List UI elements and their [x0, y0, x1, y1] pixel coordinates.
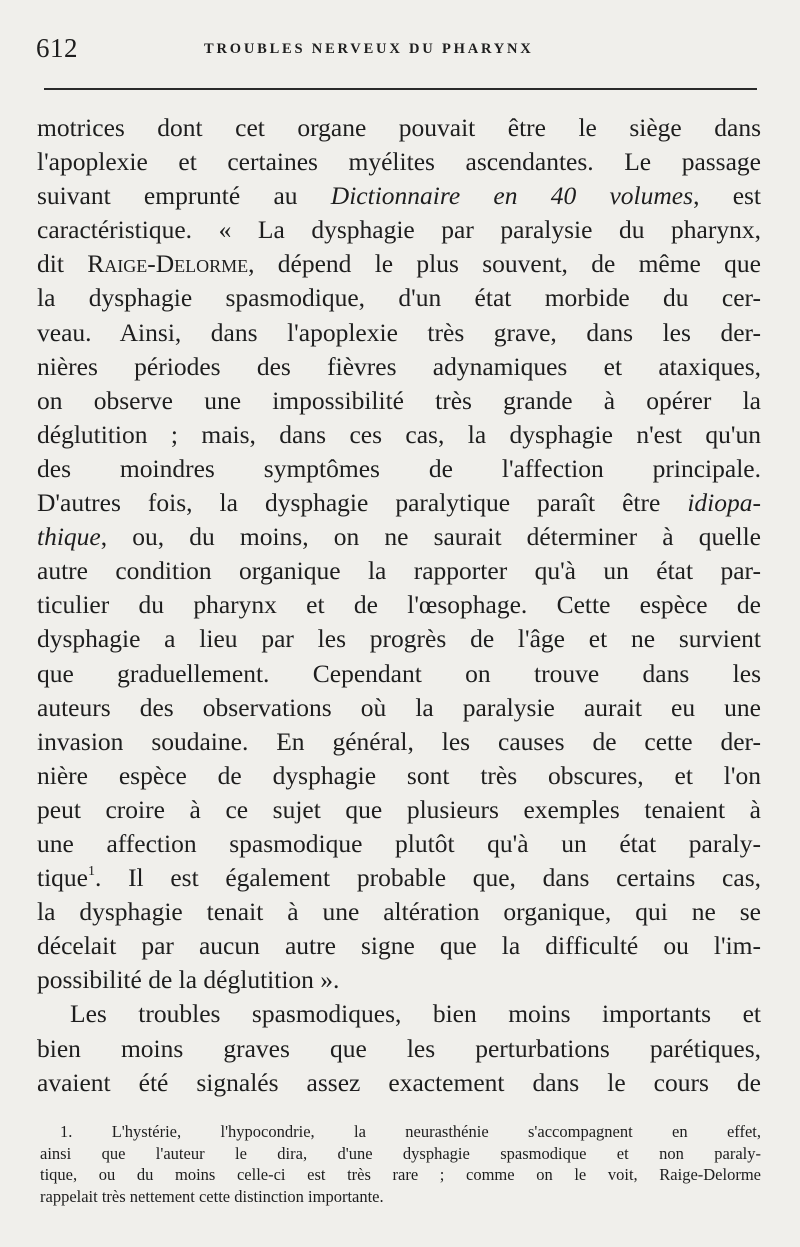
text-line: l'apoplexie et certaines myélites ascendantes. Le passage [37, 147, 761, 177]
text-line: la dysphagie spasmodique, d'un état morbide du cer- [37, 283, 761, 313]
text-line: Les troubles spasmodiques, bien moins importants et [70, 999, 761, 1029]
text-line: auteurs des observations où la paralysie aurait eu une [37, 692, 761, 722]
text-line: on observe une impossibilité très grande à opérer la [37, 385, 761, 415]
text-line: invasion soudaine. En général, les causes de cette der- [37, 726, 761, 756]
text-segment: . Il est également probable que, dans certains cas, [95, 863, 761, 893]
text-segment: D'autres fois, la dysphagie paralytique paraît être [37, 488, 688, 518]
text-line: possibilité de la déglutition ». [37, 965, 340, 995]
text-line [37, 520, 761, 554]
text-segment: , ou, du moins, on ne saurait déterminer à quelle [100, 522, 761, 552]
text-line: nières périodes des fièvres adynamiques et ataxiques, [37, 351, 761, 381]
text-line: une affection spasmodique plutôt qu'à un état paraly- [37, 828, 761, 858]
page-header [36, 33, 758, 73]
footnotes [40, 1121, 761, 1207]
text-segment: , est [693, 181, 762, 211]
text-line [37, 247, 761, 281]
text-line: avaient été signalés assez exactement dans le cours de [37, 1067, 761, 1097]
text-line: la dysphagie tenait à une altération organique, qui ne se [37, 897, 761, 927]
text-line: ticulier du pharynx et de l'œsophage. Cette espèce de [37, 590, 761, 620]
text-line: déglutition ; mais, dans ces cas, la dysphagie n'est qu'un [37, 419, 761, 449]
italic-word: thique [37, 522, 101, 552]
text-line: bien moins graves que les perturbations parétiques, [37, 1033, 761, 1063]
text-line [37, 486, 761, 520]
text-segment: suivant emprunté au [37, 181, 331, 211]
footnote-marker: 1 [88, 863, 95, 879]
running-title: TROUBLES NERVEUX DU PHARYNX [204, 41, 534, 57]
text-segment: dit [37, 249, 88, 279]
italic-word: idiopa- [687, 488, 761, 518]
text-line: caractéristique. « La dysphagie par paralysie du pharynx, [37, 215, 761, 245]
footnote-line: tique, ou du moins celle-ci est très rare ; comme on le voit, Raige-Delorme [40, 1165, 761, 1184]
text-segment: , dépend le plus souvent, de même que [248, 249, 761, 279]
text-line: que graduellement. Cependant on trouve dans les [37, 658, 761, 688]
footnote-line: ainsi que l'auteur le dira, d'une dysphagie spasmodique et non paraly- [40, 1143, 761, 1163]
author-name: Raige-Delorme [87, 249, 249, 279]
text-line [37, 861, 761, 895]
text-line: motrices dont cet organe pouvait être le siège dans [37, 113, 761, 142]
text-line: nière espèce de dysphagie sont très obscures, et l'on [37, 760, 761, 790]
text-segment: tique [37, 863, 88, 893]
text-line [37, 179, 761, 213]
text-line: dysphagie a lieu par les progrès de l'âge et ne survient [37, 624, 761, 654]
text-line: peut croire à ce sujet que plusieurs exemples tenaient à [37, 794, 761, 824]
footnote-line: rappelait très nettement cette distinction importante. [40, 1186, 384, 1206]
body-text [37, 111, 761, 1100]
header-rule [44, 88, 757, 90]
text-line: autre condition organique la rapporter qu'à un état par- [37, 556, 761, 586]
text-line: des moindres symptômes de l'affection principale. [37, 453, 761, 483]
footnote-line: 1. L'hystérie, l'hypocondrie, la neurasthénie s'accompagnent en effet, [60, 1122, 761, 1141]
text-line: veau. Ainsi, dans l'apoplexie très grave, dans les der- [37, 317, 761, 347]
text-line: décelait par aucun autre signe que la difficulté ou l'im- [37, 931, 761, 961]
italic-title: Dictionnaire en 40 volumes [330, 181, 694, 211]
page-number: 612 [36, 33, 78, 63]
